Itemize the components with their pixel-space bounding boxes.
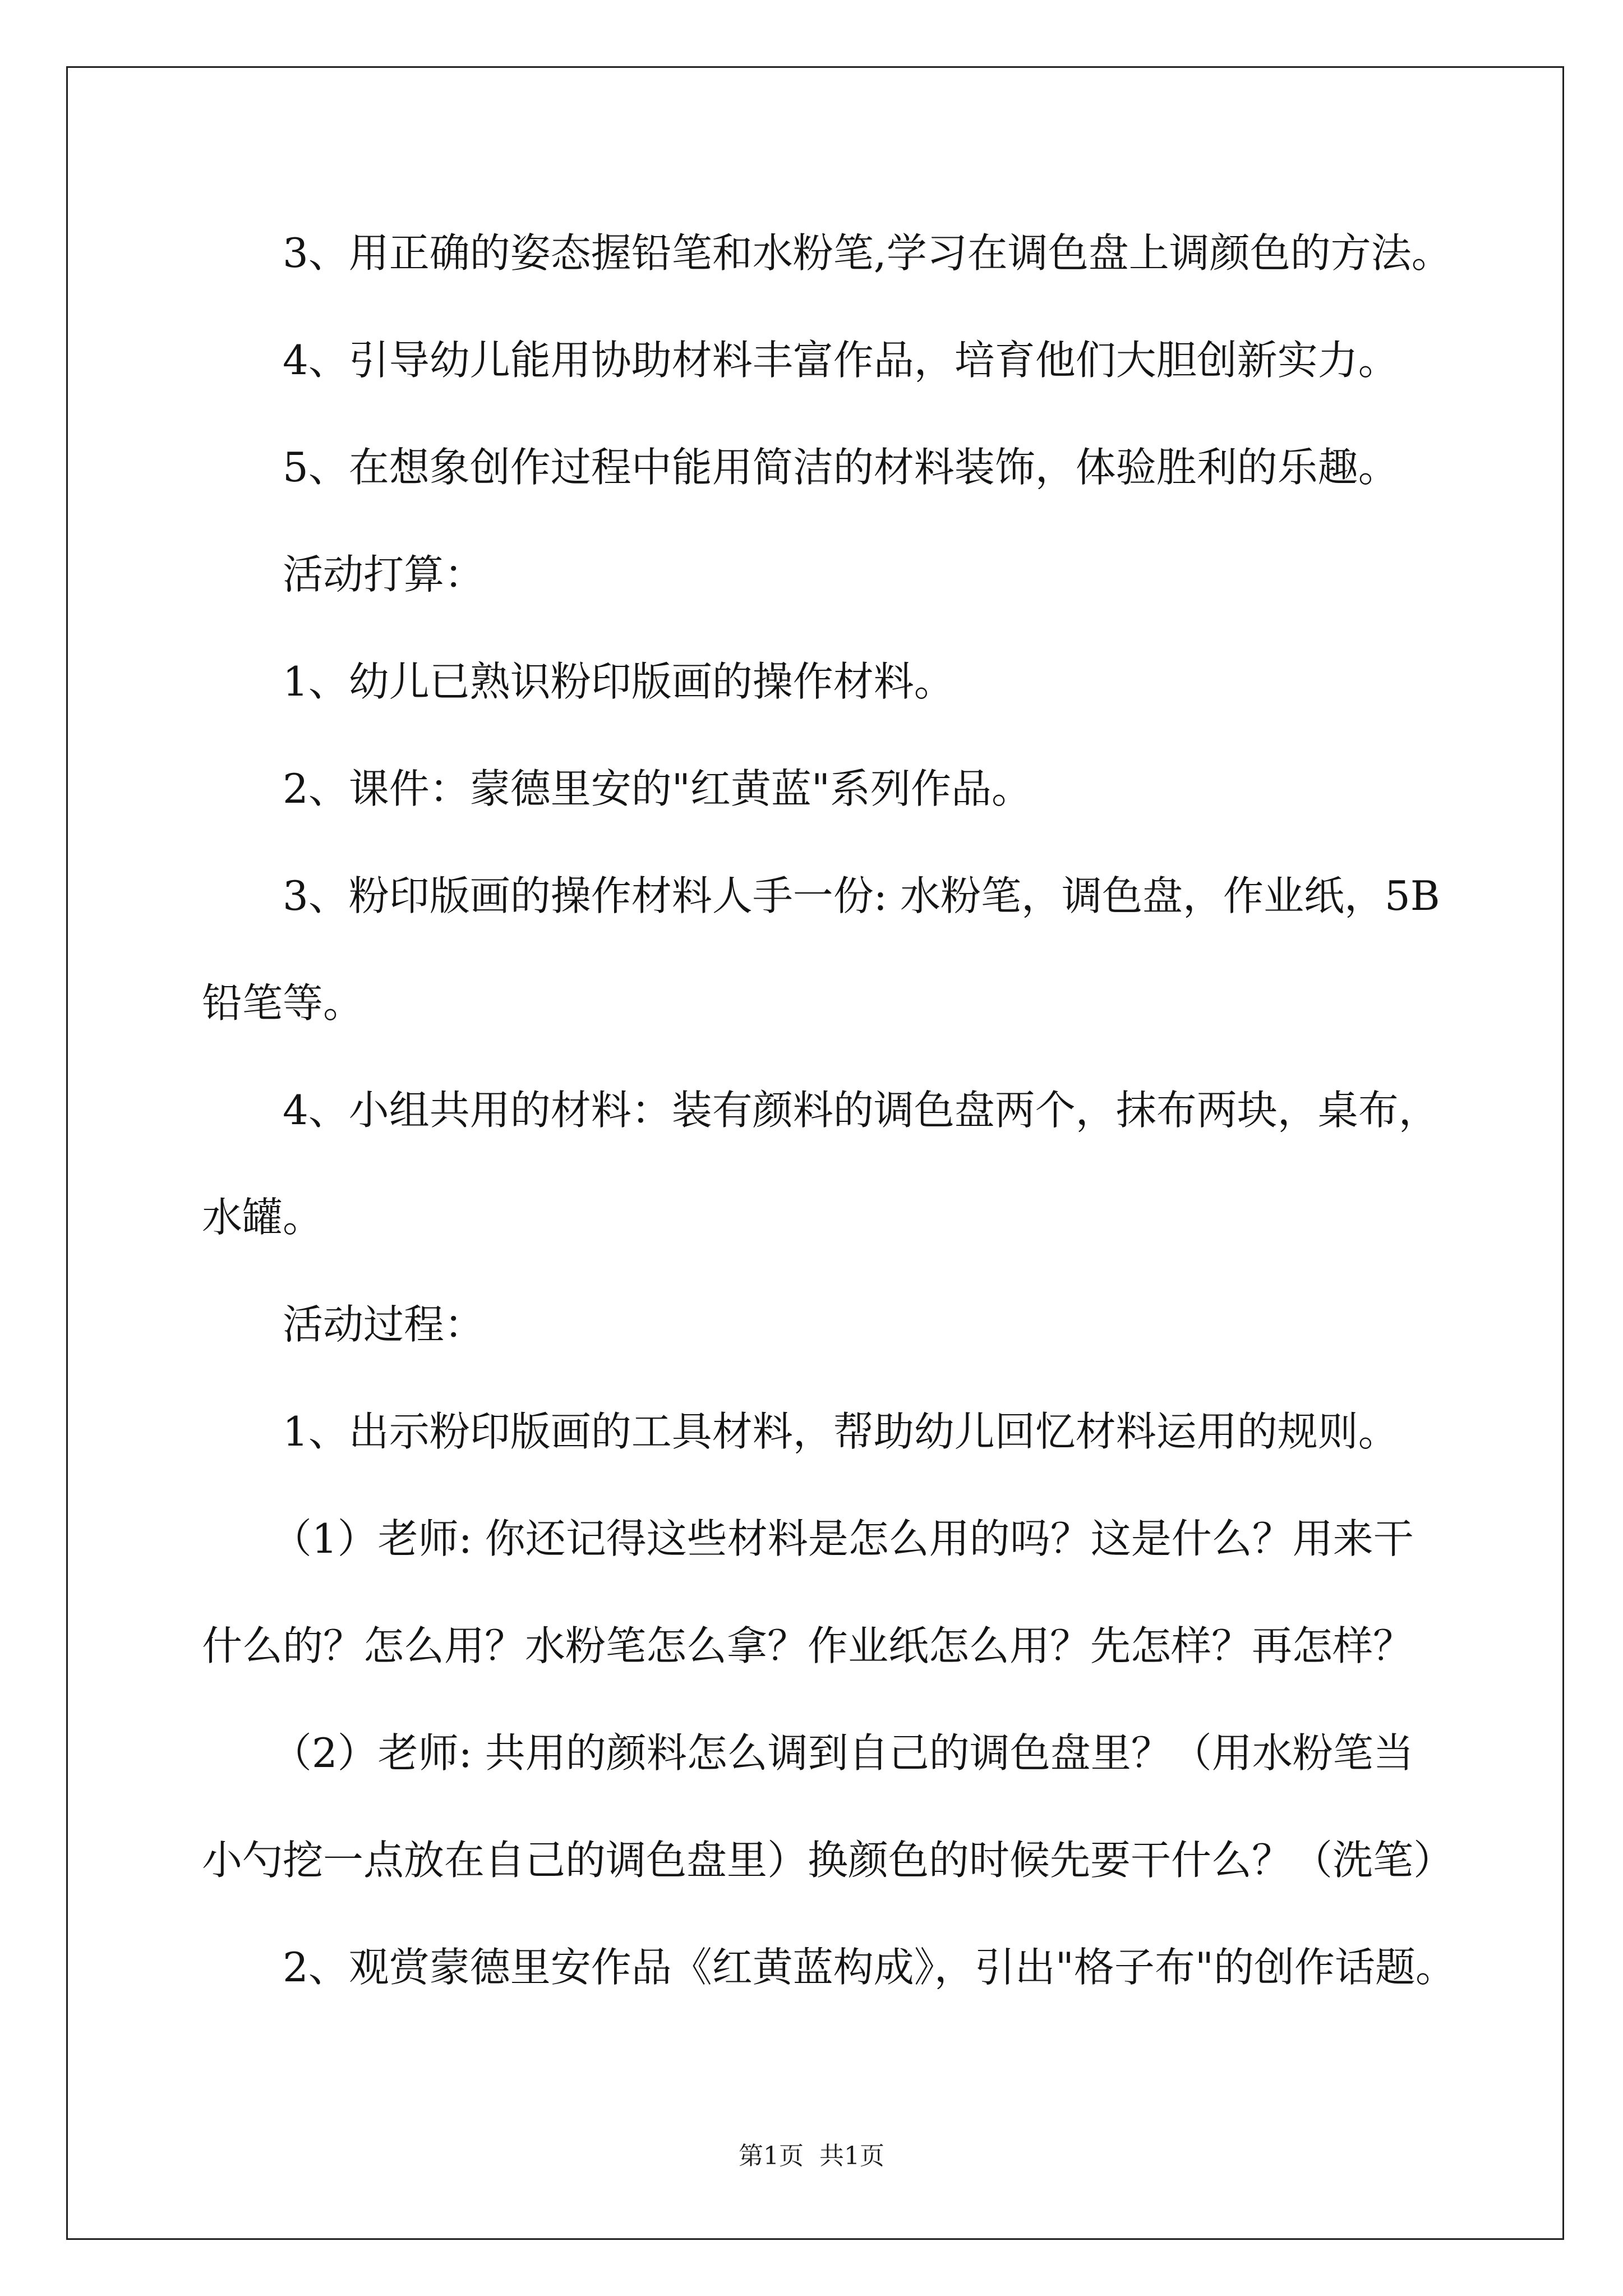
paragraph-process-step — [202, 1914, 1509, 2021]
text-line: 小勺挖一点放在自己的调色盘里）换颜色的时候先要干什么？（洗笔） — [202, 1837, 1454, 1884]
section-heading-text: 活动过程： — [283, 1301, 485, 1348]
text-line: 2、课件：蒙德里安的"红黄蓝"系列作品。 — [283, 765, 1032, 812]
paragraph-preparation-item — [202, 1057, 1509, 1271]
paragraph-preparation-item — [202, 843, 1509, 1057]
paragraph-objective — [202, 307, 1509, 414]
text-line: 水罐。 — [202, 1194, 324, 1241]
paragraph-preparation-item — [202, 628, 1509, 735]
text-line: 铅笔等。 — [202, 979, 364, 1027]
text-line: 4、小组共用的材料：装有颜料的调色盘两个，抹布两块，桌布， — [283, 1087, 1439, 1134]
text-line: 4、引导幼儿能用协助材料丰富作品，培育他们大胆创新实力。 — [283, 337, 1399, 384]
text-line: 2、观赏蒙德里安作品《红黄蓝构成》，引出"格子布"的创作话题。 — [283, 1944, 1456, 1991]
paragraph-process-step — [202, 1378, 1509, 1485]
text-line: 什么的？怎么用？水粉笔怎么拿？作业纸怎么用？先怎样？再怎样？ — [202, 1622, 1414, 1669]
text-line: 1、出示粉印版画的工具材料，帮助幼儿回忆材料运用的规则。 — [283, 1408, 1399, 1455]
text-line: 3、用正确的姿态握铅笔和水粉笔,学习在调色盘上调颜色的方法。 — [283, 229, 1452, 277]
text-line: 1、幼儿已熟识粉印版画的操作材料。 — [283, 658, 955, 705]
section-heading — [202, 521, 1509, 628]
text-line: （1）老师: 你还记得这些材料是怎么用的吗？这是什么？用来干 — [271, 1515, 1414, 1562]
text-line: （2）老师: 共用的颜料怎么调到自己的调色盘里？（用水粉笔当 — [271, 1729, 1414, 1777]
paragraph-objective — [202, 414, 1509, 521]
text-line: 5、在想象创作过程中能用简洁的材料装饰，体验胜利的乐趣。 — [283, 444, 1399, 491]
document-body — [202, 200, 1509, 2021]
section-heading — [202, 1271, 1509, 1378]
page-number-label: 第1页 共1页 — [739, 2142, 884, 2170]
section-heading-text: 活动打算： — [283, 551, 485, 598]
paragraph-process-substep — [202, 1700, 1509, 1914]
paragraph-process-substep — [202, 1485, 1509, 1700]
page-footer — [0, 2140, 1623, 2173]
text-line: 3、粉印版画的操作材料人手一份: 水粉笔，调色盘，作业纸，5B — [283, 872, 1440, 919]
paragraph-preparation-item — [202, 735, 1509, 843]
paragraph-objective — [202, 200, 1509, 307]
